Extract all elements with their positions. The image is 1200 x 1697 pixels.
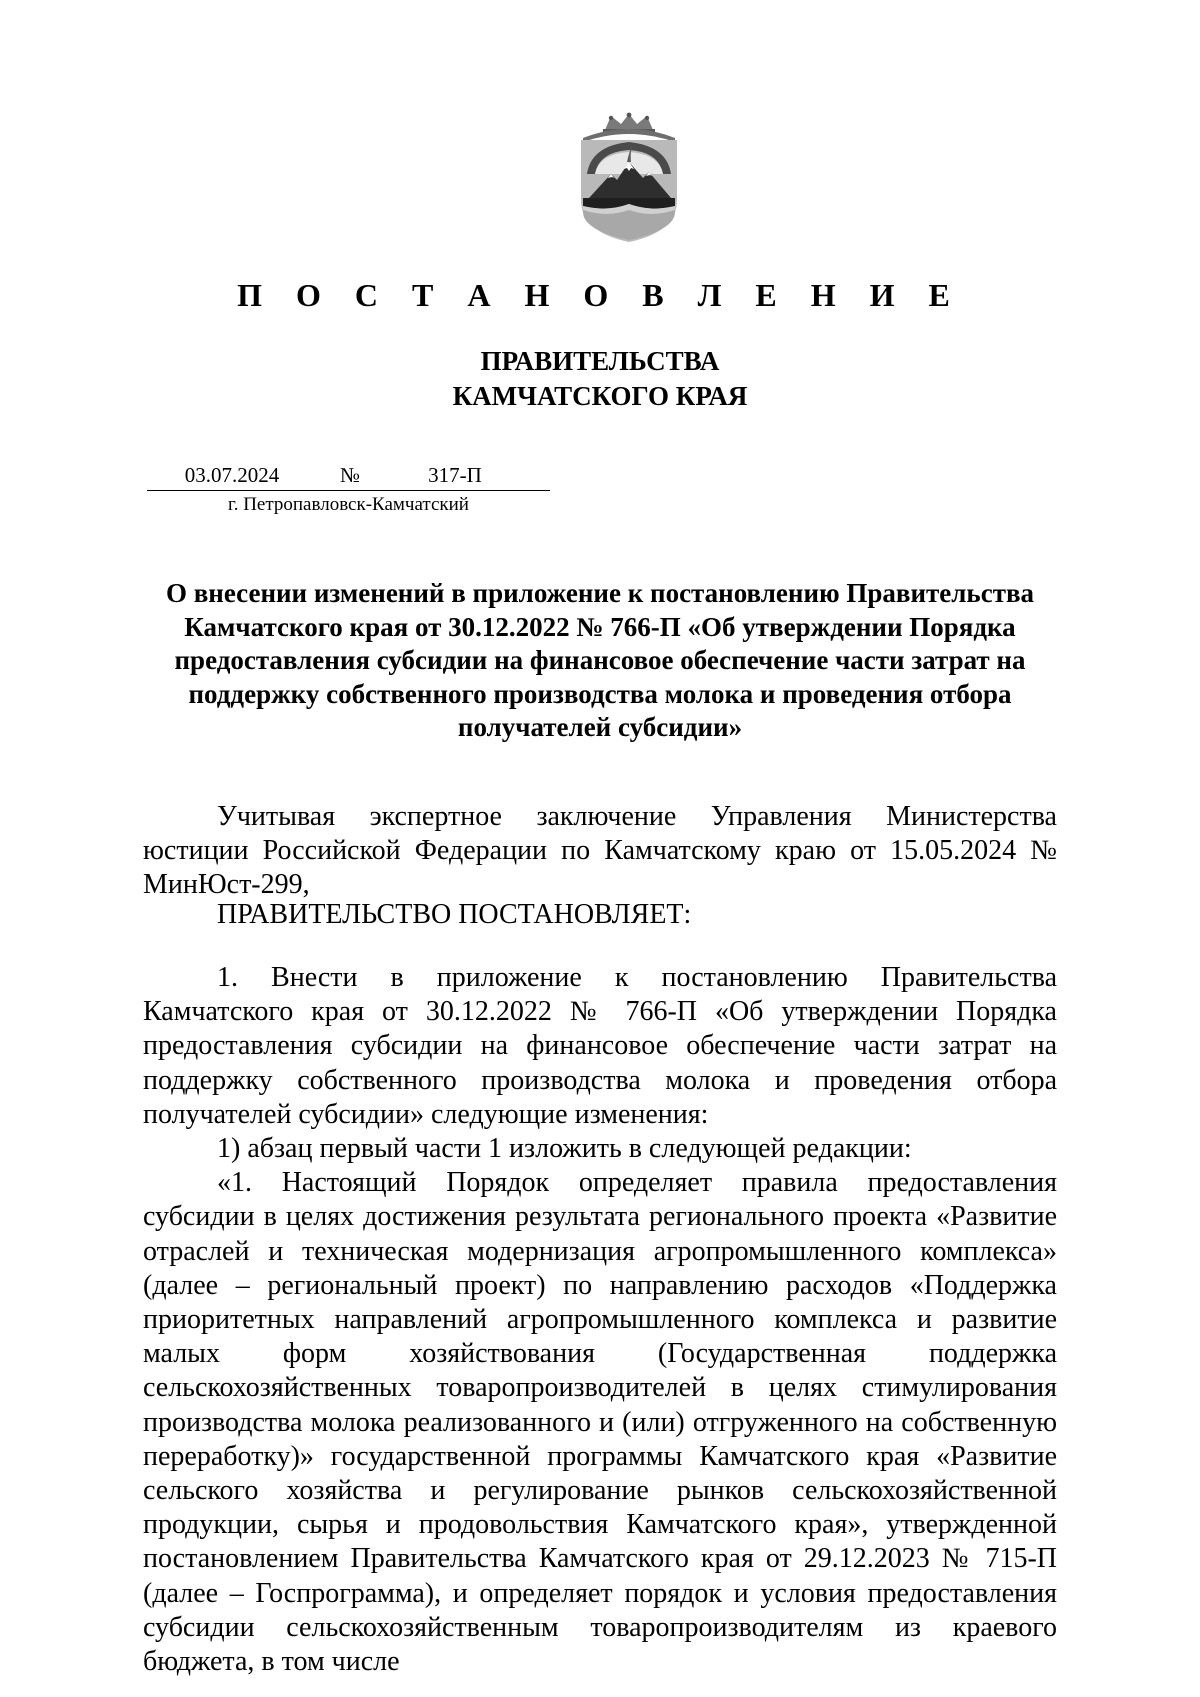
coat-of-arms-icon (575, 112, 683, 244)
document-date: 03.07.2024 (147, 460, 317, 491)
issuer-line-1: ПРАВИТЕЛЬСТВА (480, 346, 720, 376)
issuer-heading (0, 344, 1200, 414)
body-paragraph: 1. Внести в приложение к постановлению Правительства Камчатского края от 30.12.2022 № 766-П «Об утверждении Порядка предоставления субсидии на финансовое обеспечение части затрат на поддержку собственного производства молока и проведения отбора получателей субсидии» следующие изменения: (143, 962, 1057, 1130)
number-sign: № (339, 463, 361, 487)
document-title: О внесении изменений в приложение к постановлению Правительства Камчатского края от 30.12.2022 № 766-П «Об утверждении Порядка предоставления субсидии на финансовое обеспечение части затрат на поддержку собственного производства молока и проведения отбора получателей субсидии» (165, 578, 1035, 742)
basis-paragraph: Учитывая экспертное заключение Управления Министерства юстиции Российской Федерации по Камчатскому краю от 15.05.2024 № МинЮст-299, (143, 801, 1057, 901)
issuer-line-2: КАМЧАТСКОГО КРАЯ (452, 381, 748, 411)
body-paragraph: 1) абзац первый части 1 изложить в следующей редакции: (217, 1133, 912, 1165)
document-type-heading: П О С Т А Н О В Л Е Н И Е (237, 277, 963, 313)
resolution-heading: ПРАВИТЕЛЬСТВО ПОСТАНОВЛЯЕТ: (217, 899, 692, 930)
body-paragraphs (143, 961, 1057, 1679)
document-number: 317-П (360, 460, 550, 491)
body-paragraph: «1. Настоящий Порядок определяет правила предоставления субсидии в целях достижения результата регионального проекта «Развитие отраслей и техническая модернизация агропромышленного комплекса» (далее – региональный проект) по направлению расходов «Поддержка приоритетных направлений агропромышленного комплекса и развитие малых форм хозяйствования (Государственная поддержка сельскохозяйственных товаропроизводителей в целях стимулирования производства молока реализованного и (или) отгруженного на собственную переработку)» государственной программы Камчатского края «Развитие сельского хозяйства и регулирование рынков сельскохозяйственной продукции, сырья и продовольствия Камчатского края», утвержденной постановлением Правительства Камчатского края от 29.12.2023 № 715-П (далее – Госпрограмма), и определяет порядок и условия предоставления субсидии сельскохозяйственным товаропроизводителям из краевого бюджета, в том числе (143, 1167, 1057, 1678)
document-city: г. Петропавловск-Камчатский (228, 494, 469, 515)
